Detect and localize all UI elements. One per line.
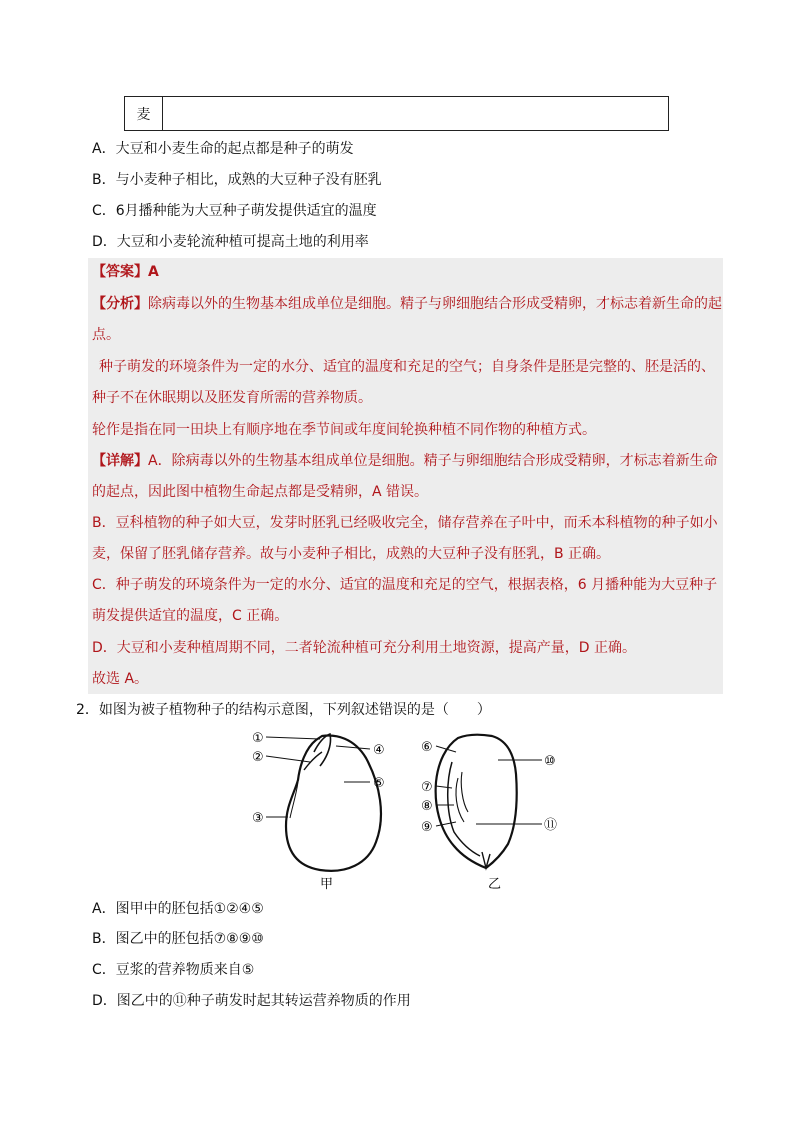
detail-line-a2: 的起点，因此图中植物生命起点都是受精卵，A 错误。 [92,484,429,500]
detail-line-c2: 萌发提供适宜的温度，C 正确。 [92,608,289,624]
detail-line-c1: C．种子萌发的环境条件为一定的水分、适宜的温度和充足的空气，根据表格，6 月播种能为大豆种子 [92,577,718,593]
seed-jia [286,734,381,871]
detail-tag: 【详解】 [92,453,148,469]
analysis-line-1 [92,294,722,314]
caption-yi: 乙 [488,877,502,892]
detail-line-b2: 麦，保留了胚乳储存营养。故与小麦种子相比，成熟的大豆种子没有胚乳，B 正确。 [92,546,611,562]
table-cell-label: 麦 [125,97,163,130]
yi-label-8: ⑧ [421,799,433,814]
jia-label-1: ① [252,731,264,746]
analysis-line-5: 轮作是指在同一田块上有顺序地在季节间或年度间轮换种植不同作物的种植方式。 [92,422,596,438]
q2-option-d: D．图乙中的⑪种子萌发时起其转运营养物质的作用 [92,993,411,1009]
q2-stem: 2．如图为被子植物种子的结构示意图，下列叙述错误的是（ ） [76,702,491,718]
q1-option-c: C．6月播种能为大豆种子萌发提供适宜的温度 [92,203,377,219]
jia-label-5: ⑤ [373,776,385,791]
detail-line-b1: B．豆科植物的种子如大豆，发芽时胚乳已经吸收完全，储存营养在子叶中，而禾本科植物的种子如小 [92,515,718,531]
answer-line [92,262,159,282]
yi-leader-lines [436,746,542,826]
q1-option-b: B．与小麦种子相比，成熟的大豆种子没有胚乳 [92,172,382,188]
answer-tag: 【答案】 [92,264,148,280]
q1-option-d: D．大豆和小麦轮流种植可提高土地的利用率 [92,234,369,250]
analysis-line-4: 种子不在休眠期以及胚发育所需的营养物质。 [92,390,372,406]
conclusion-line: 故选 A。 [92,671,149,687]
analysis-text-1: 除病毒以外的生物基本组成单位是细胞。精子与卵细胞结合形成受精卵，才标志着新生命的起 [148,296,722,312]
seed-diagram [240,722,570,894]
analysis-line-2: 点。 [92,327,120,343]
q1-option-a: A．大豆和小麦生命的起点都是种子的萌发 [92,141,354,157]
seed-diagram-svg [240,722,570,894]
analysis-box [88,258,723,694]
detail-line-d1: D．大豆和小麦种植周期不同，二者轮流种植可充分利用土地资源，提高产量，D 正确。 [92,640,637,656]
q2-option-b: B．图乙中的胚包括⑦⑧⑨⑩ [92,931,264,947]
detail-text-a1: A．除病毒以外的生物基本组成单位是细胞。精子与卵细胞结合形成受精卵，才标志着新生命 [148,453,718,469]
yi-label-6: ⑥ [421,740,433,755]
seed-yi [436,735,517,868]
jia-label-3: ③ [252,811,264,826]
yi-label-9: ⑨ [421,820,433,835]
jia-leader-lines [266,737,370,817]
analysis-line-3: 种子萌发的环境条件为一定的水分、适宜的温度和充足的空气；自身条件是胚是完整的、胚是活的、 [99,359,715,375]
q2-option-a: A．图甲中的胚包括①②④⑤ [92,901,264,917]
jia-label-4: ④ [373,743,385,758]
yi-label-11: ⑪ [544,818,558,833]
jia-label-2: ② [252,750,264,765]
answer-value: A [148,264,159,280]
q2-option-c: C．豆浆的营养物质来自⑤ [92,962,255,978]
detail-line-a1 [92,451,718,471]
table-cell-empty [163,97,668,130]
caption-jia: 甲 [320,877,334,892]
yi-label-10: ⑩ [544,754,556,769]
table-fragment [124,96,669,131]
analysis-tag: 【分析】 [92,296,148,312]
yi-label-7: ⑦ [421,780,433,795]
